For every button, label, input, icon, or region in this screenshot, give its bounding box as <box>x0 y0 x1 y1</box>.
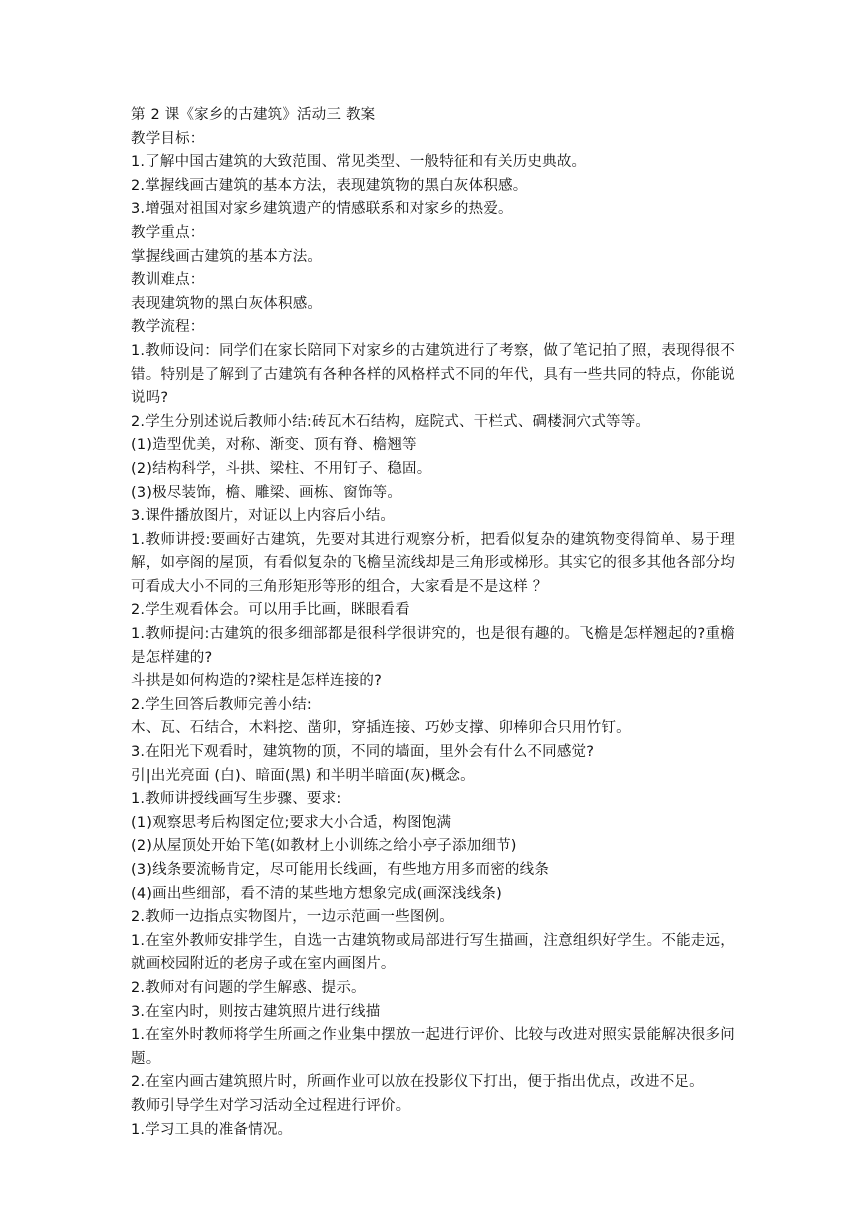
process-paragraph: (1)观察思考后构图定位;要求大小合适，构图饱满 <box>131 814 452 831</box>
process-paragraph: (2)从屋顶处开始下笔(如教材上小训练之给小亭子添加细节) <box>131 838 517 855</box>
process-paragraph: 2.在室内画古建筑照片时，所画作业可以放在投影仪下打出，便于指出优点，改进不足。 <box>131 1074 704 1091</box>
section-heading-process: 教学流程： <box>131 319 205 336</box>
process-paragraph: 2.教师一边指点实物图片，一边示范画一些图例。 <box>131 909 454 926</box>
process-paragraph: (4)画出些细部，看不清的某些地方想象完成(画深浅线条) <box>131 885 502 902</box>
process-paragraph: 2.学生观看体会。可以用手比画，眯眼看看 <box>131 602 410 619</box>
process-paragraph: 引|出光亮面 (白)、暗面(黑) 和半明半暗面(灰)概念。 <box>131 767 475 784</box>
process-paragraph: 斗拱是如何构造的?梁柱是怎样连接的? <box>131 673 382 690</box>
document-title: 第 2 课《家乡的古建筑》活动三 教案 <box>131 107 376 123</box>
difficulty-text: 表现建筑物的黑白灰体积感。 <box>131 295 323 312</box>
process-paragraph: 木、瓦、石结合，木料挖、凿卯，穿插连接、巧妙支撑、卯棒卯合只用竹钉。 <box>131 720 631 737</box>
objective-item: 2.掌握线画古建筑的基本方法，表现建筑物的黑白灰体积感。 <box>131 177 528 194</box>
process-paragraph: 1.教师设问：同学们在家长陪同下对家乡的古建筑进行了考察，做了笔记拍了照，表现得很不错。特别是了解到了古建筑有各种各样的风格样式不同的年代，具有一些共同的特点，你能说说吗? <box>131 342 735 407</box>
process-paragraph: 3.在阳光下观看时，建筑物的顶，不同的墙面，里外会有什么不同感觉? <box>131 744 595 761</box>
process-paragraph: (1)造型优美，对称、渐变、顶有脊、檐翘等 <box>131 437 417 454</box>
section-heading-objectives: 教学目标： <box>131 130 205 147</box>
process-paragraph: (3)极尽装饰，檐、雕梁、画栋、窗饰等。 <box>131 484 403 501</box>
process-paragraph: 3.课件播放图片，对证以上内容后小结。 <box>131 508 396 525</box>
section-heading-difficulties: 教训难点： <box>131 272 205 289</box>
process-paragraph: (3)线条要流畅肯定，尽可能用长线画，有些地方用多而密的线条 <box>131 862 550 878</box>
process-paragraph: 3.在室内时，则按古建筑照片进行线描 <box>131 1003 381 1020</box>
objective-item: 1.了解中国古建筑的大致范围、常见类型、一般特征和有关历史典故。 <box>131 154 587 171</box>
process-paragraph: (2)结构科学，斗拱、梁柱、不用钉子、稳固。 <box>131 460 432 477</box>
key-point-text: 掌握线画古建筑的基本方法。 <box>131 248 323 265</box>
process-paragraph: 教师引导学生对学习活动全过程进行评价。 <box>131 1097 411 1114</box>
process-paragraph: 2.学生分别述说后教师小结:砖瓦木石结构，庭院式、干栏式、碉楼洞穴式等等。 <box>131 413 651 430</box>
process-paragraph: 1.在室外时教师将学生所画之作业集中摆放一起进行评价、比较与改进对照实景能解决很多问题。 <box>131 1027 735 1067</box>
process-paragraph: 1.在室外教师安排学生，自选一古建筑物或局部进行写生描画，注意组织好学生。不能走远，就画校园附近的老房子或在室内画图片。 <box>131 932 735 973</box>
process-paragraph: 2.教师对有问题的学生解惑、提示。 <box>131 979 366 996</box>
process-paragraph: 1.学习工具的准备情况。 <box>131 1121 293 1138</box>
process-paragraph: 1.教师讲授线画写生步骤、要求: <box>131 791 342 808</box>
lesson-plan-document <box>131 104 735 1142</box>
objective-item: 3.增强对祖国对家乡建筑遗产的情感联系和对家乡的热爱。 <box>131 201 513 218</box>
process-paragraph: 2.学生回答后教师完善小结: <box>131 696 313 713</box>
section-heading-key-points: 教学重点： <box>131 224 205 241</box>
process-paragraph: 1.教师讲授:要画好古建筑，先要对其进行观察分析，把看似复杂的建筑物变得简单、易于理解，如亭阁的屋顶，有看似复杂的飞檐呈流线却是三角形或梯形。其实它的很多其他各部分均可看成大小不同的三角形矩形等形的组合，大家看是不是这样 ？ <box>131 531 735 595</box>
process-paragraph: 1.教师提问:古建筑的很多细部都是很科学很讲究的，也是很有趣的。飞檐是怎样翘起的?重檐是怎样建的? <box>131 626 735 666</box>
